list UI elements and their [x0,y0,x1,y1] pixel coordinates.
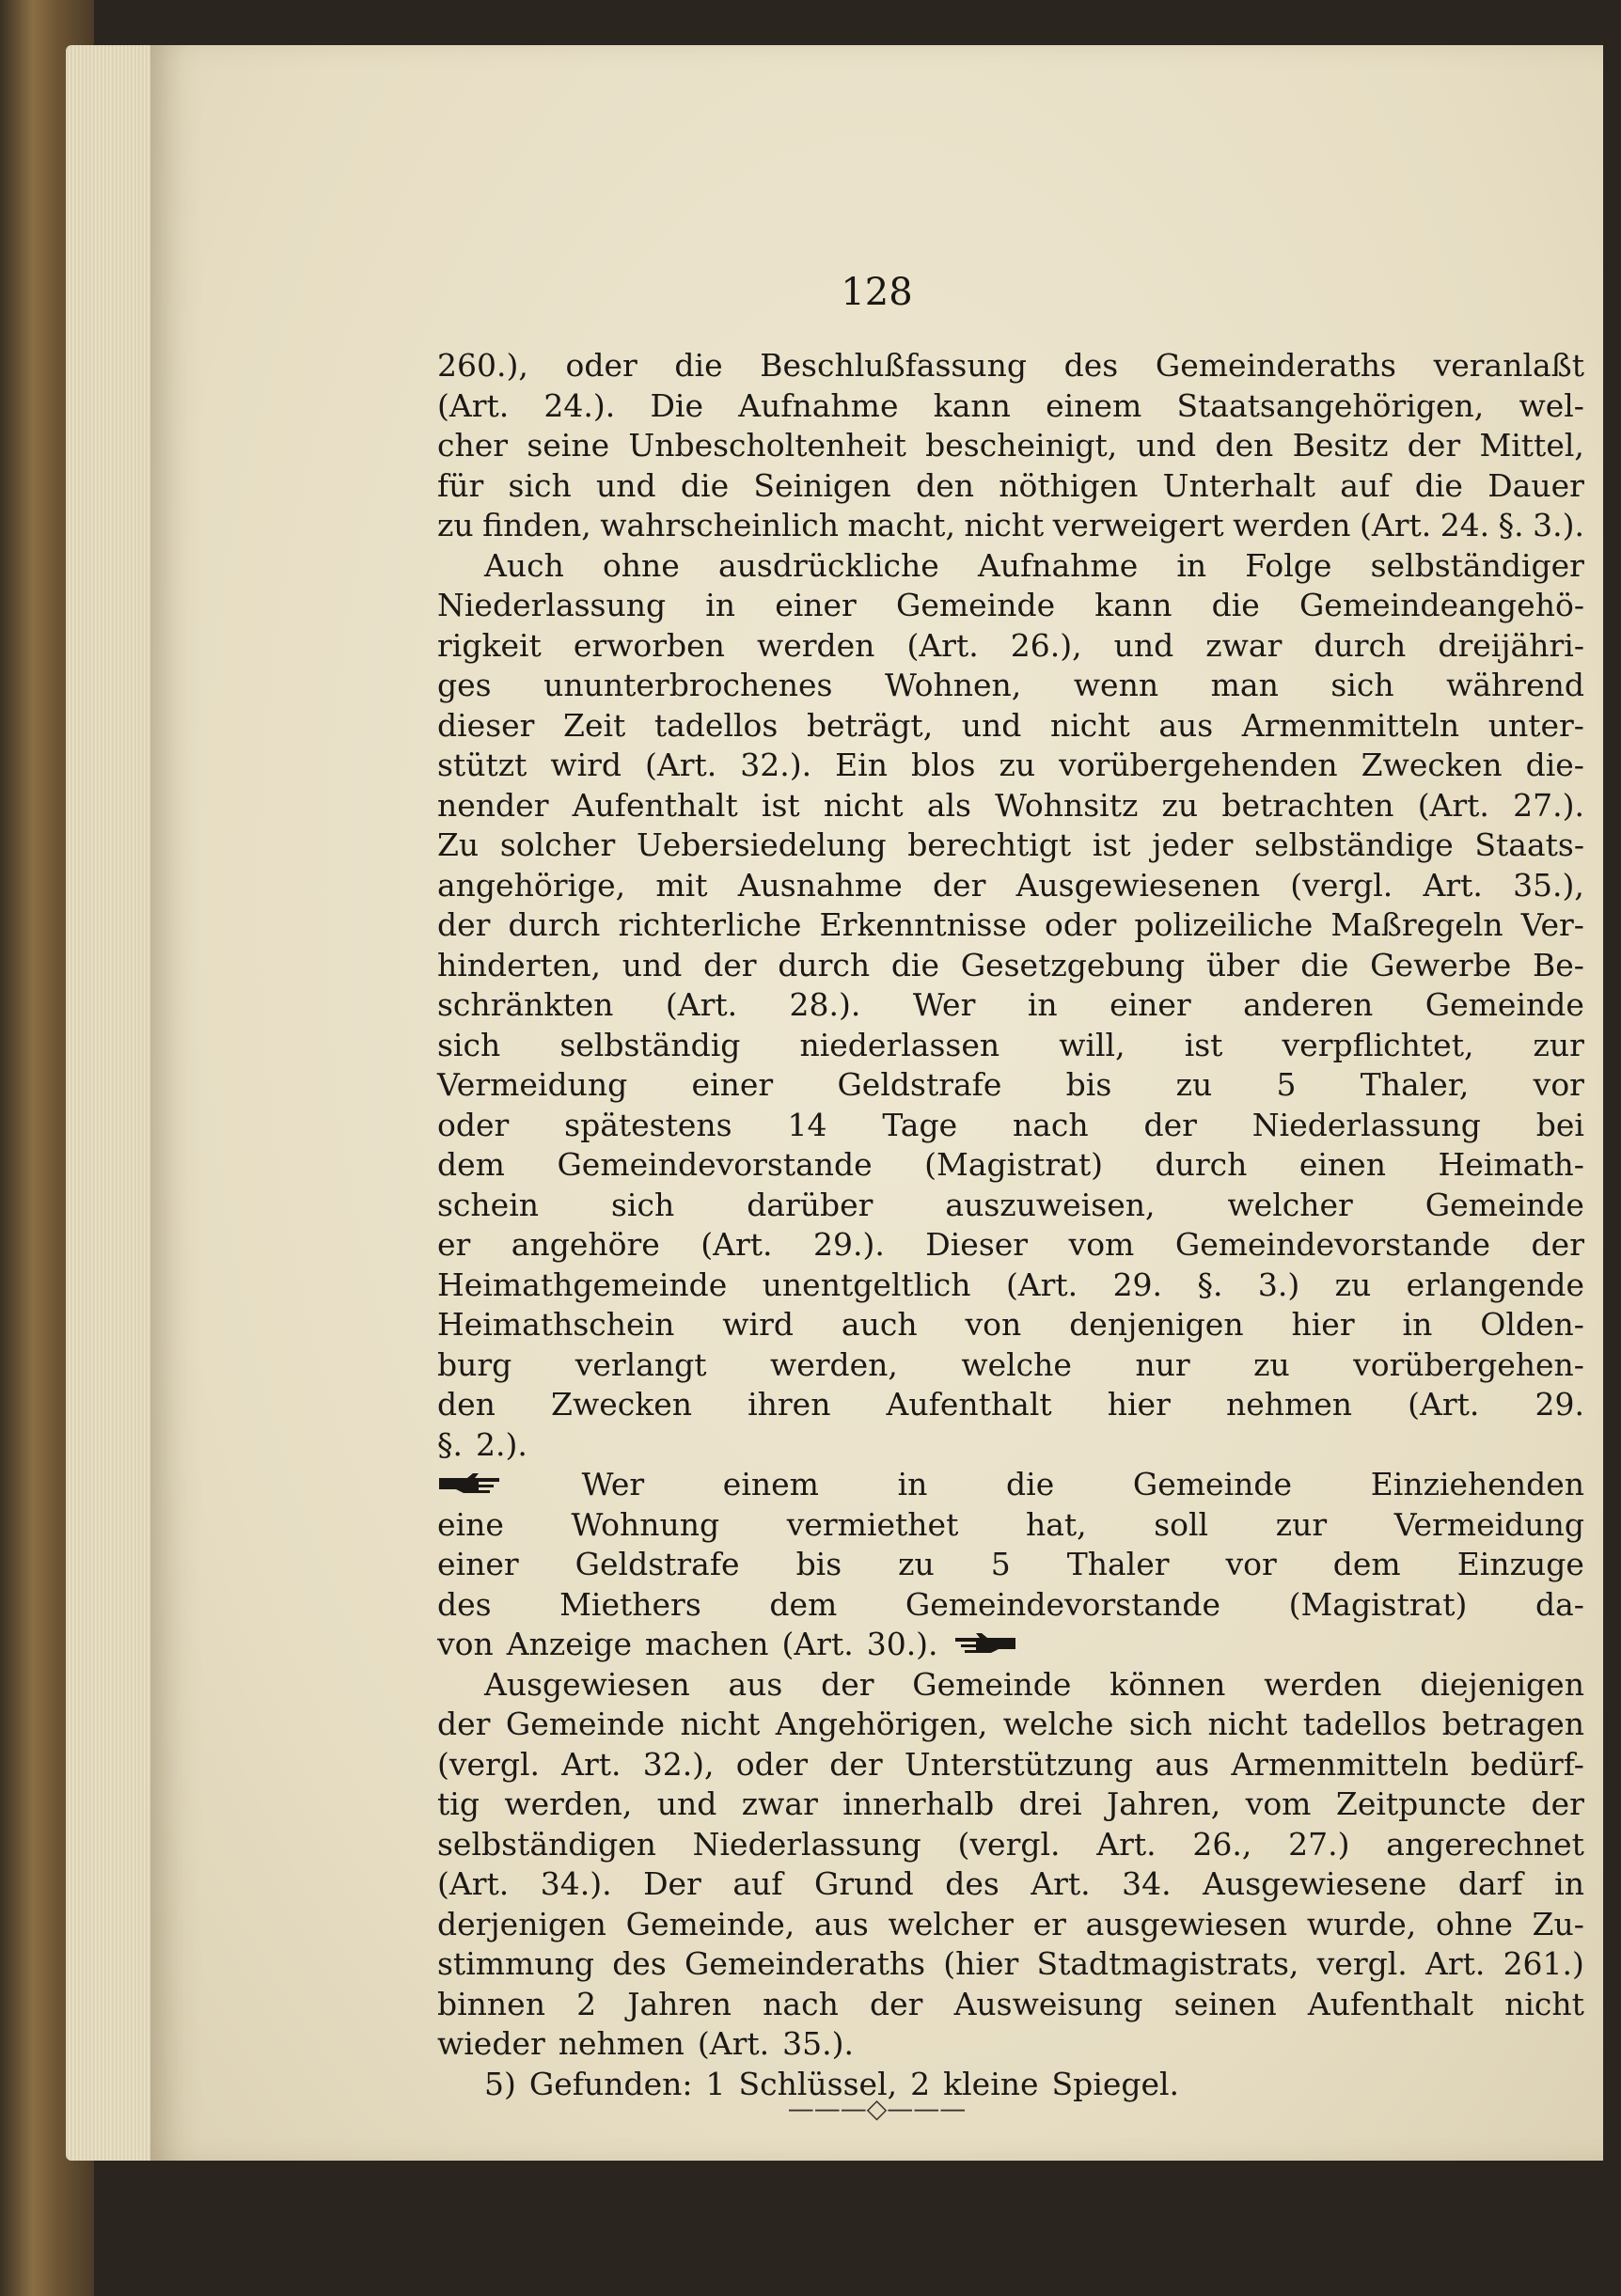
text-line: des Miethers dem Gemeindevorstande (Magistrat) da- [437,1585,1584,1623]
text-line: Niederlassung in einer Gemeinde kann die Gemeindeangehö- [437,587,1584,623]
text-line: 260.), oder die Beschlußfassung des Gemeinderaths veranlaßt [437,347,1584,384]
text-line: dieser Zeit tadellos beträgt, und nicht aus Armenmitteln unter- [437,706,1584,744]
text-line: zu finden, wahrscheinlich macht, nicht verweigert werden (Art. 24. §. 3.). [437,507,1584,543]
text-line: cher seine Unbescholtenheit bescheinigt, und den Besitz der Mittel, [437,427,1584,464]
text-line: schein sich darüber auszuweisen, welcher Gemeinde [437,1186,1584,1223]
text-line: (Art. 24.). Die Aufnahme kann einem Staatsangehörigen, wel- [437,386,1584,424]
text-line: binnen 2 Jahren nach der Ausweisung seinen Aufenthalt nicht [437,1985,1584,2022]
text-line: einer Geldstrafe bis zu 5 Thaler vor dem Einzuge [437,1546,1584,1582]
text-line: angehörige, mit Ausnahme der Ausgewiesenen (vergl. Art. 35.), [437,866,1584,904]
text-line: §. 2.). [437,1425,527,1463]
text-line: Zu solcher Uebersiedelung berechtigt ist jeder selbständige Staats- [437,826,1584,863]
book-page [150,45,1603,2161]
text-line: Auch ohne ausdrückliche Aufnahme in Folge selbständiger [484,546,1584,584]
body-text [437,346,1584,2104]
text-line: selbständigen Niederlassung (vergl. Art. 26., 27.) angerechnet [437,1825,1584,1863]
text-line: der durch richterliche Erkenntnisse oder polizeiliche Maßregeln Ver- [437,906,1584,943]
text-line: hinderten, und der durch die Gesetzgebung über die Gewerbe Be- [437,946,1584,983]
text-line: dem Gemeindevorstande (Magistrat) durch einen Heimath- [437,1146,1584,1183]
text-line: oder spätestens 14 Tage nach der Niederlassung bei [437,1106,1584,1143]
text-line: derjenigen Gemeinde, aus welcher er ausgewiesen wurde, ohne Zu- [437,1905,1584,1942]
text-line: schränkten (Art. 28.). Wer in einer anderen Gemeinde [437,986,1584,1023]
text-line: Ausgewiesen aus der Gemeinde können werden diejenigen [484,1665,1584,1703]
text-line: (Art. 34.). Der auf Grund des Art. 34. Ausgewiesene darf in [437,1865,1584,1902]
text-line: Vermeidung einer Geldstrafe bis zu 5 Thaler, vor [437,1066,1584,1103]
text-line: sich selbständig niederlassen will, ist verpflichtet, zur [437,1026,1584,1063]
text-line: wieder nehmen (Art. 35.). [437,2025,854,2062]
text-line: stimmung des Gemeinderaths (hier Stadtmagistrats, vergl. Art. 261.) [437,1945,1584,1982]
text-line: stützt wird (Art. 32.). Ein blos zu vorübergehenden Zwecken die- [437,747,1584,783]
pointing-hand-icon [952,1625,1017,1649]
text-line: der Gemeinde nicht Angehörigen, welche sich nicht tadellos betragen [437,1706,1584,1742]
end-ornament: ———◇——— [787,2093,967,2124]
text-line: burg verlangt werden, welche nur zu vorübergehen- [437,1345,1584,1383]
text-line: Heimathgemeinde unentgeltlich (Art. 29. §. 3.) zu erlangende [437,1266,1584,1303]
pointing-hand-icon [437,1465,503,1489]
text-line: eine Wohnung vermiethet hat, soll zur Vermeidung [437,1505,1584,1543]
text-line: den Zwecken ihren Aufenthalt hier nehmen (Art. 29. [437,1386,1584,1423]
text-line: 5) Gefunden: 1 Schlüssel, 2 kleine Spiegel. [484,2065,1180,2102]
page-number: 128 [841,271,913,314]
text-line: ges ununterbrochenes Wohnen, wenn man sich während [437,667,1584,703]
text-line: für sich und die Seinigen den nöthigen Unterhalt auf die Dauer [437,466,1584,504]
text-line: Wer einem in die Gemeinde Einziehenden [437,1465,1584,1505]
text-line: von Anzeige machen (Art. 30.). [437,1625,1584,1665]
text-line: Heimathschein wird auch von denjenigen hier in Olden- [437,1306,1584,1343]
text-line: nender Aufenthalt ist nicht als Wohnsitz zu betrachten (Art. 27.). [437,786,1584,824]
text-line: (vergl. Art. 32.), oder der Unterstützung aus Armenmitteln bedürf- [437,1745,1584,1783]
text-line: rigkeit erworben werden (Art. 26.), und zwar durch dreijähri- [437,626,1584,664]
text-line: tig werden, und zwar innerhalb drei Jahren, vom Zeitpuncte der [437,1785,1584,1822]
text-line: er angehöre (Art. 29.). Dieser vom Gemeindevorstande der [437,1226,1584,1263]
